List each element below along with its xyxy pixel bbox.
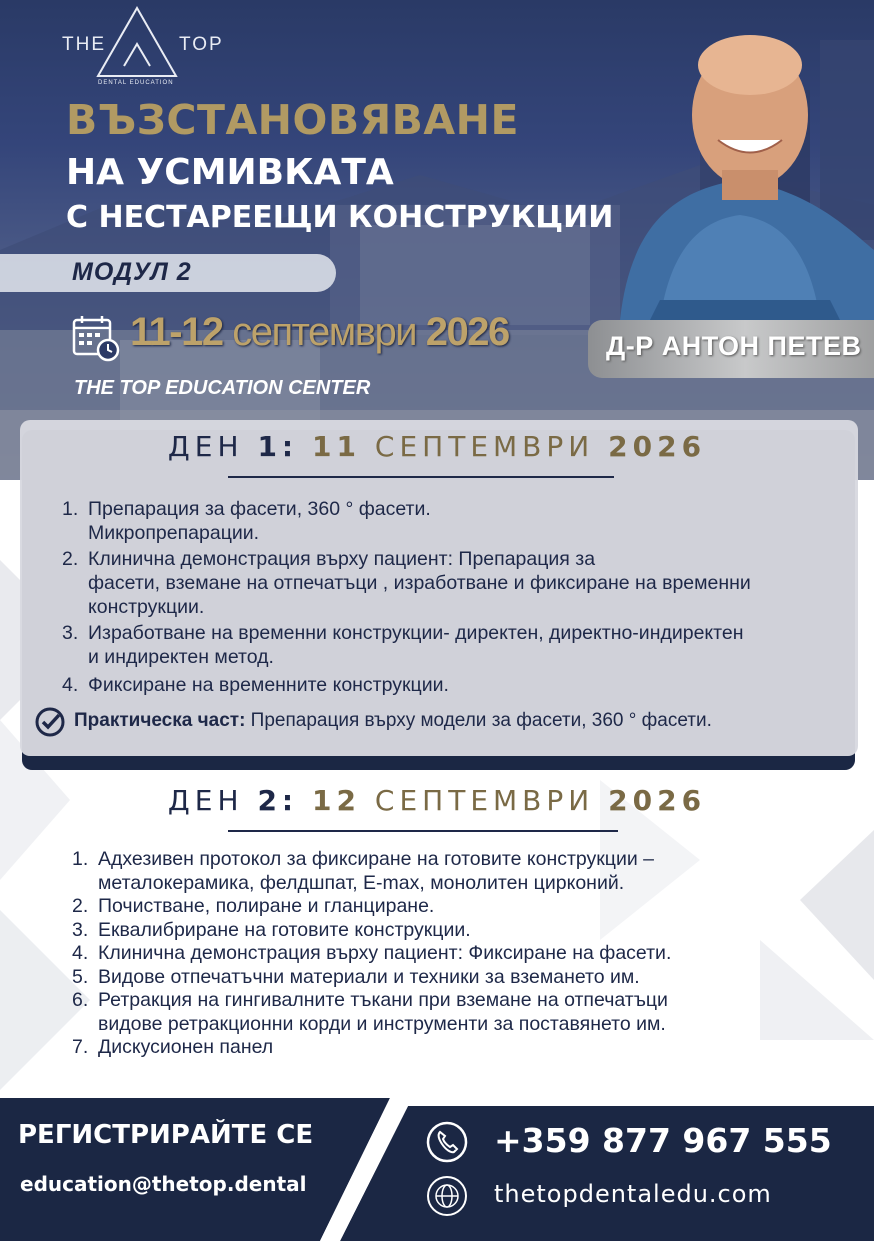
logo-text-the: THE <box>62 34 106 55</box>
title-line-3: С НЕСТАРЕЕЩИ КОНСТРУКЦИИ <box>66 200 614 235</box>
doctor-photo <box>600 20 874 320</box>
list-item: 6. Ретракция на гингивалните тъкани при вземане на отпечатъци видове ретракционни корди и инструменти за поставянето им. <box>72 989 668 1035</box>
day2-month: СЕПТЕМВРИ <box>374 784 595 817</box>
day1-agenda <box>62 497 848 699</box>
day1-number: 1: <box>257 430 299 463</box>
event-date <box>130 310 509 355</box>
practical-label: Практическа част: <box>74 710 246 731</box>
practical-text: Препарация върху модели за фасети, 360 ° фасети. <box>245 710 712 731</box>
contact-email[interactable]: education@thetop.dental <box>20 1172 307 1196</box>
day2-year: 2026 <box>608 784 707 817</box>
calendar-icon <box>72 314 120 362</box>
hero-banner <box>0 0 874 480</box>
day1-month: СЕПТЕМВРИ <box>374 430 595 463</box>
list-item: 1. Адхезивен протокол за фиксиране на готовите конструкции – металокерамика, фелдшпат, E-max, монолитен цирконий. <box>72 848 655 894</box>
register-cta: РЕГИСТРИРАЙТЕ СЕ <box>18 1120 314 1150</box>
day1-year: 2026 <box>608 430 707 463</box>
doctor-name: Д-Р АНТОН ПЕТЕВ <box>606 331 862 361</box>
contact-phone[interactable]: +359 877 967 555 <box>494 1121 832 1160</box>
logo-text-top: TOP <box>179 34 224 55</box>
list-item: 3. Еквалибриране на готовите конструкции. <box>72 918 471 941</box>
day2-day: 12 <box>312 784 362 817</box>
list-item: 7. Дискусионен панел <box>72 1036 274 1058</box>
day1-day: 11 <box>312 430 362 463</box>
date-days: 11-12 <box>130 310 223 354</box>
list-item: 5. Видове отпечатъчни материали и техники за вземането им. <box>72 965 640 988</box>
globe-icon <box>426 1175 468 1217</box>
list-item: 4. Клинична демонстрация върху пациент: Фиксиране на фасети. <box>72 942 672 964</box>
list-item: 1. Препарация за фасети, 360 ° фасети. Микропрепарации. <box>62 498 431 544</box>
venue-name: THE TOP EDUCATION CENTER <box>74 377 371 399</box>
day2-agenda <box>72 848 858 1060</box>
title-line-2: НА УСМИВКАТА <box>66 152 394 193</box>
day1-heading <box>0 430 874 463</box>
date-year: 2026 <box>425 310 509 354</box>
logo-subtitle: DENTAL EDUCATION <box>98 80 174 86</box>
day1-label: ДЕН <box>167 430 244 463</box>
title-line-1: ВЪЗСТАНОВЯВАНЕ <box>66 96 519 144</box>
day2-heading <box>0 784 874 817</box>
the-top-logo <box>62 6 224 86</box>
contact-website[interactable]: thetopdentaledu.com <box>494 1180 772 1208</box>
list-item: 4. Фиксиране на временните конструкции. <box>62 674 449 696</box>
list-item: 2. Почистване, полиране и гланциране. <box>72 895 435 917</box>
phone-icon <box>426 1121 468 1163</box>
module-label: МОДУЛ 2 <box>72 258 192 286</box>
check-circle-icon <box>34 706 66 738</box>
day1-underline <box>228 476 614 478</box>
day2-label: ДЕН <box>167 784 244 817</box>
list-item: 2. Клинична демонстрация върху пациент: Препарация за фасети, вземане на отпечатъци , изработване и фиксиране на временни конструкции. <box>62 548 751 618</box>
logo-mark-icon <box>94 6 180 80</box>
doctor-badge <box>588 320 874 378</box>
day2-underline <box>228 830 618 832</box>
module-pill <box>0 254 336 292</box>
day2-number: 2: <box>257 784 299 817</box>
date-month: септември <box>232 310 417 354</box>
list-item: 3. Изработване на временни конструкции- директен, директно-индиректен и индиректен метод. <box>62 622 744 668</box>
